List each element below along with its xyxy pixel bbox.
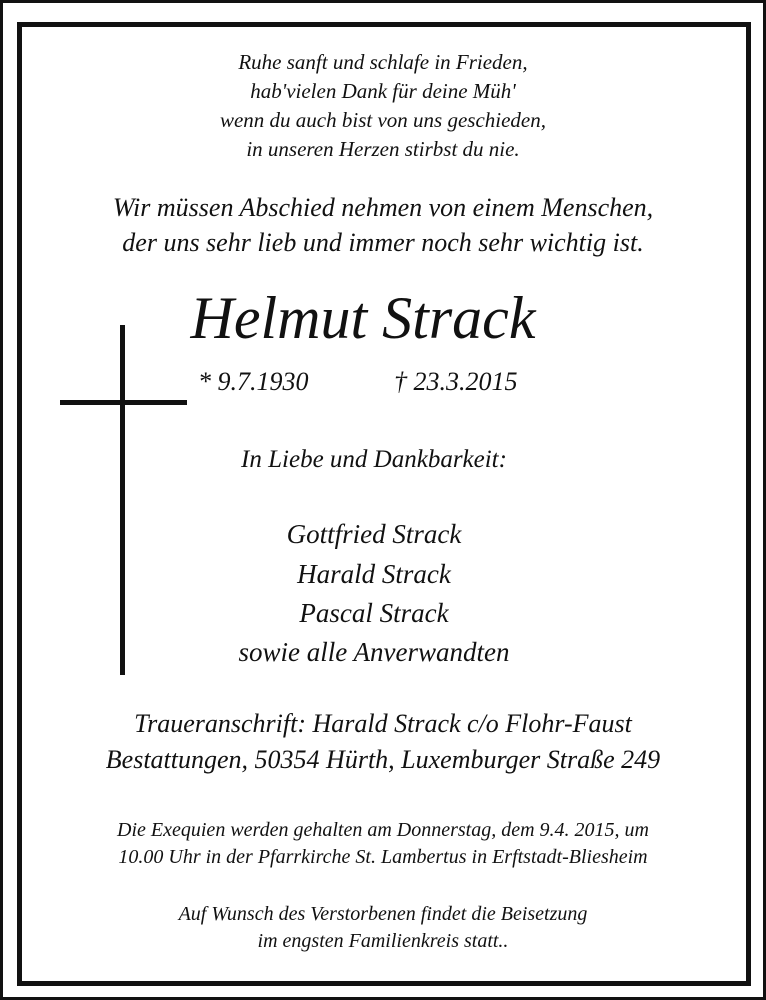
intro-line-1: Wir müssen Abschied nehmen von einem Menschen, bbox=[112, 193, 654, 222]
deceased-name: Helmut Strack bbox=[190, 285, 536, 351]
cross-icon-horizontal bbox=[60, 400, 187, 405]
service-line-1: Die Exequien werden gehalten am Donnerstag, dem 9.4. 2015, um bbox=[117, 819, 649, 841]
thanks-line: In Liebe und Dankbarkeit: bbox=[241, 446, 507, 473]
service-line-2: 10.00 Uhr in der Pfarrkirche St. Lambertus in Erftstadt-Bliesheim bbox=[118, 846, 648, 868]
poem-line-4: in unseren Herzen stirbst du nie. bbox=[246, 137, 520, 161]
poem-line-3: wenn du auch bist von uns geschieden, bbox=[219, 108, 547, 132]
mourner-3: Pascal Strack bbox=[299, 598, 449, 628]
birth-date: * 9.7.1930 bbox=[198, 367, 309, 396]
mourner-4: sowie alle Anverwandten bbox=[238, 637, 510, 667]
intro-line-2: der uns sehr lieb und immer noch sehr wichtig ist. bbox=[122, 228, 644, 257]
poem-line-1: Ruhe sanft und schlafe in Frieden, bbox=[238, 50, 528, 74]
burial-line-1: Auf Wunsch des Verstorbenen findet die Beisetzung bbox=[178, 903, 588, 925]
mourner-1: Gottfried Strack bbox=[286, 519, 462, 549]
address-line-1: Traueranschrift: Harald Strack c/o Flohr-Faust bbox=[134, 709, 632, 738]
address-line-2: Bestattungen, 50354 Hürth, Luxemburger Straße 249 bbox=[105, 745, 661, 774]
mourner-2: Harald Strack bbox=[297, 559, 451, 589]
death-date: † 23.3.2015 bbox=[394, 367, 518, 396]
poem-line-2: hab'vielen Dank für deine Müh' bbox=[250, 79, 516, 103]
burial-line-2: im engsten Familienkreis statt.. bbox=[257, 930, 509, 952]
